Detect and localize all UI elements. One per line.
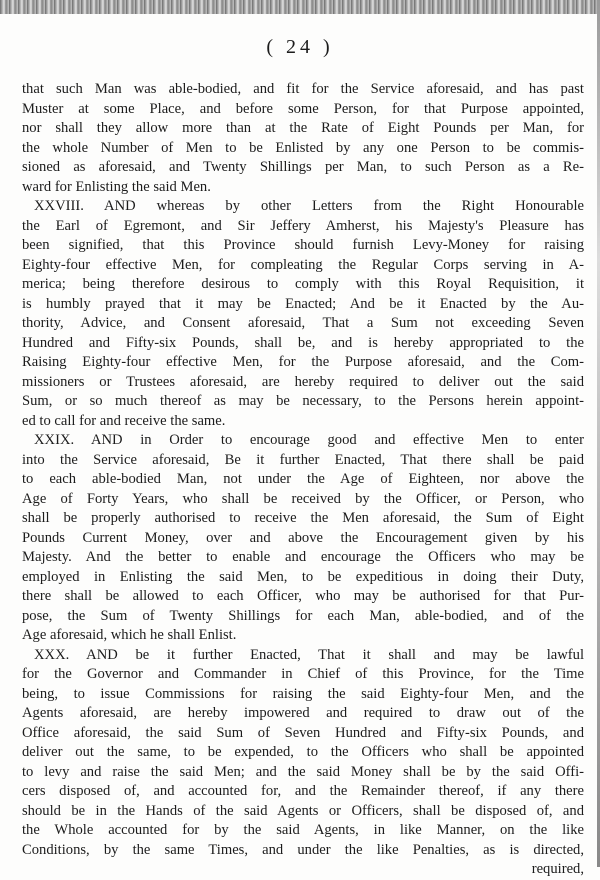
text-line: nor shall they allow more than at the Rate of Eight Pounds per Man, for xyxy=(22,120,584,136)
text-line: pose, the Sum of Twenty Shillings for each Man, able-bodied, and of the xyxy=(22,607,584,624)
text-line: deliver out the same, to be expended, to the Officers who shall be appointed xyxy=(22,744,584,760)
text-line: ward for Enlisting the said Men. xyxy=(22,178,211,195)
text-line: Hundred and Fifty-six Pounds, shall be, and is hereby appropriated to the xyxy=(22,334,584,351)
text-line: ed to call for and receive the same. xyxy=(22,412,226,429)
text-line: to levy and raise the said Men; and the said Money shall be by the said Offi- xyxy=(22,763,584,780)
text-line: Pounds Current Money, over and above the Encouragement given by his xyxy=(22,529,584,546)
text-line: sioned as aforesaid, and Twenty Shillings per Man, to such Person as a Re- xyxy=(22,159,584,175)
text-line: employed in Enlisting the said Men, to be expeditious in doing their Duty, xyxy=(22,568,584,585)
text-line: is humbly prayed that it may be Enacted; And be it Enacted by the Au- xyxy=(22,295,584,312)
text-line: Agents aforesaid, are hereby impowered and required to draw out of the xyxy=(22,705,584,721)
text-line: into the Service aforesaid, Be it further Enacted, That there shall be paid xyxy=(22,451,584,468)
text-line: for the Governor and Commander in Chief of this Province, for the Time xyxy=(22,666,584,682)
text-line: Majesty. And the better to enable and encourage the Officers who may be xyxy=(22,549,584,565)
text-line: XXVIII. AND whereas by other Letters from the Right Honourable xyxy=(34,198,584,214)
document-body xyxy=(22,80,584,880)
text-line: merica; being therefore desirous to comply with this Royal Requisition, it xyxy=(22,276,584,292)
text-line: that such Man was able-bodied, and fit for the Service aforesaid, and has past xyxy=(22,81,584,97)
text-line: XXX. AND be it further Enacted, That it shall and may be lawful xyxy=(34,646,584,663)
text-line: been signified, that this Province should furnish Levy-Money for raising xyxy=(22,237,584,253)
text-line: required, xyxy=(531,861,584,877)
text-line: Age aforesaid, which he shall Enlist. xyxy=(22,627,237,643)
text-line: cers disposed of, and accounted for, and the Remainder thereof, if any there xyxy=(22,783,584,799)
text-line: XXIX. AND in Order to encourage good and effective Men to enter xyxy=(34,432,584,448)
text-line: Muster at some Place, and before some Person, for that Purpose appointed, xyxy=(22,100,584,117)
text-line: Conditions, by the same Times, and under the like Penalties, as is directed, xyxy=(22,841,584,858)
text-line: should be in the Hands of the said Agents or Officers, shall be disposed of, and xyxy=(22,802,584,819)
text-line: Eighty-four effective Men, for compleating the Regular Corps serving in A- xyxy=(22,256,584,273)
scan-top-edge xyxy=(0,0,600,14)
page-number: ( 24 ) xyxy=(266,36,334,58)
text-line: Office aforesaid, the said Sum of Seven Hundred and Fifty-six Pounds, and xyxy=(22,724,584,741)
text-line: there shall be allowed to each Officer, who may be authorised for that Pur- xyxy=(22,588,584,604)
text-line: the Earl of Egremont, and Sir Jeffery Amherst, his Majesty's Pleasure has xyxy=(22,217,584,234)
text-line: the Whole accounted for by the said Agents, in like Manner, on the like xyxy=(22,822,584,838)
text-line: Age of Forty Years, who shall be received by the Officer, or Person, who xyxy=(22,490,584,507)
text-line: thority, Advice, and Consent aforesaid, That a Sum not exceeding Seven xyxy=(22,315,584,331)
text-line: missioners or Trustees aforesaid, are hereby required to deliver out the said xyxy=(22,373,584,390)
text-line: Raising Eighty-four effective Men, for the Purpose aforesaid, and the Com- xyxy=(22,354,584,370)
text-line: the whole Number of Men to be Enlisted by any one Person to be commis- xyxy=(22,139,584,156)
text-line: to each able-bodied Man, not under the Age of Eighteen, nor above the xyxy=(22,471,584,487)
text-line: being, to issue Commissions for raising the said Eighty-four Men, and the xyxy=(22,685,584,702)
text-line: Sum, or so much thereof as may be necessary, to the Persons herein appoint- xyxy=(22,393,584,409)
text-line: shall be properly authorised to receive the Men aforesaid, the Sum of Eight xyxy=(22,510,584,526)
